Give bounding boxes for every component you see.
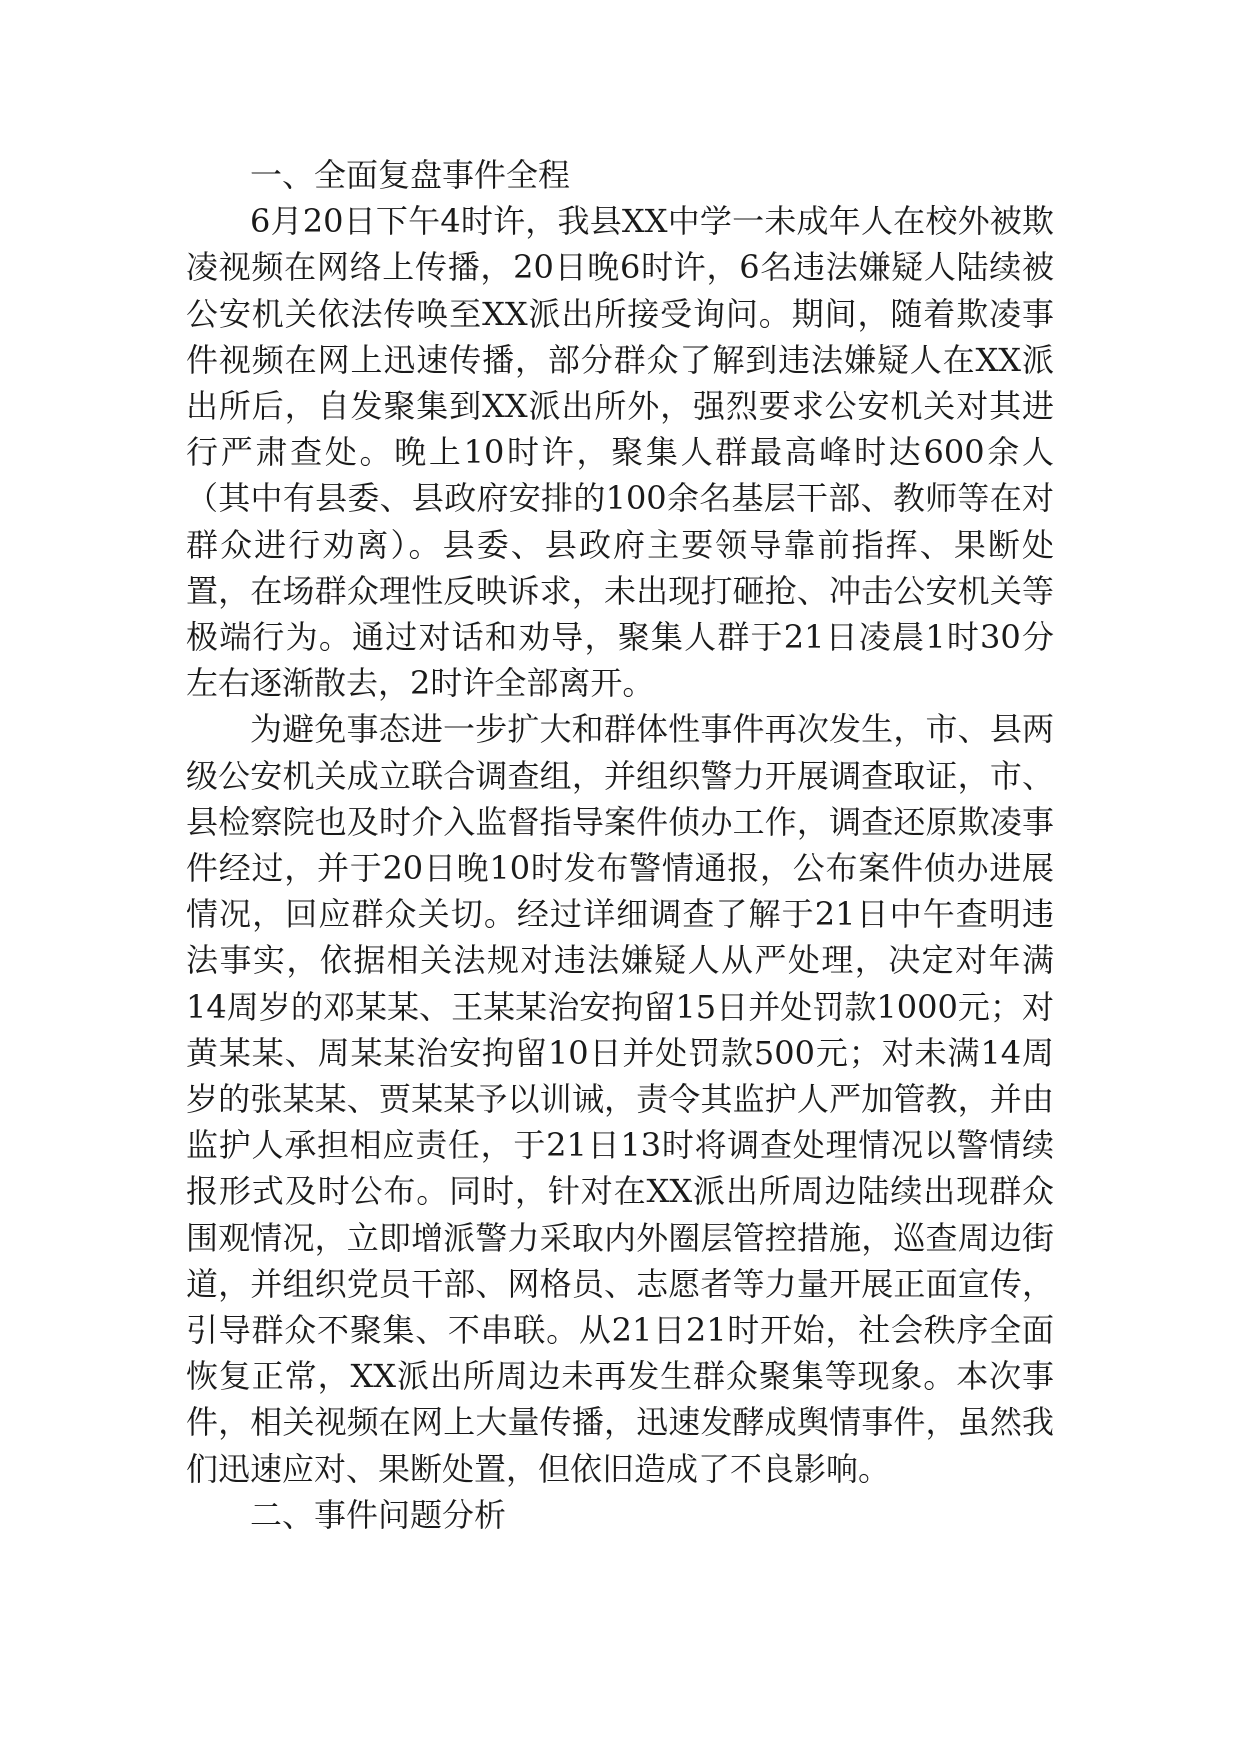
paragraph-incident-timeline: 6月20日下午4时许，我县XX中学一未成年人在校外被欺凌视频在网络上传播，20日晚6时许，6名违法嫌疑人陆续被公安机关依法传唤至XX派出所接受询问。期间，随着欺凌事件视频在网上迅速传播，部分群众了解到违法嫌疑人在XX派出所后，自发聚集到XX派出所外，强烈要求公安机关对其进行严肃查处。晚上10时许，聚集人群最高峰时达600余人（其中有县委、县政府安排的100余名基层干部、教师等在对群众进行劝离）。县委、县政府主要领导靠前指挥、果断处置，在场群众理性反映诉求，未出现打砸抢、冲击公安机关等极端行为。通过对话和劝导，聚集人群于21日凌晨1时30分左右逐渐散去，2时许全部离开。 [186, 202, 1054, 703]
paragraph-investigation-response: 为避免事态进一步扩大和群体性事件再次发生，市、县两级公安机关成立联合调查组，并组织警力开展调查取证，市、县检察院也及时介入监督指导案件侦办工作，调查还原欺凌事件经过，并于20日晚10时发布警情通报，公布案件侦办进展情况，回应群众关切。经过详细调查了解于21日中午查明违法事实，依据相关法规对违法嫌疑人从严处理，决定对年满14周岁的邓某某、王某某治安拘留15日并处罚款1000元；对黄某某、周某某治安拘留10日并处罚款500元；对未满14周岁的张某某、贾某某予以训诫，责令其监护人严加管教，并由监护人承担相应责任，于21日13时将调查处理情况以警情续报形式及时公布。同时，针对在XX派出所周边陆续出现群众围观情况，立即增派警力采取内外圈层管控措施，巡查周边街道，并组织党员干部、网格员、志愿者等力量开展正面宣传，引导群众不聚集、不串联。从21日21时开始，社会秩序全面恢复正常，XX派出所周边未再发生群众聚集等现象。本次事件，相关视频在网上大量传播，迅速发酵成舆情事件，虽然我们迅速应对、果断处置，但依旧造成了不良影响。 [186, 710, 1054, 1488]
section-heading-1: 一、全面复盘事件全程 [250, 156, 571, 194]
document-body [186, 152, 1054, 1538]
section-heading-2: 二、事件问题分析 [250, 1495, 507, 1534]
